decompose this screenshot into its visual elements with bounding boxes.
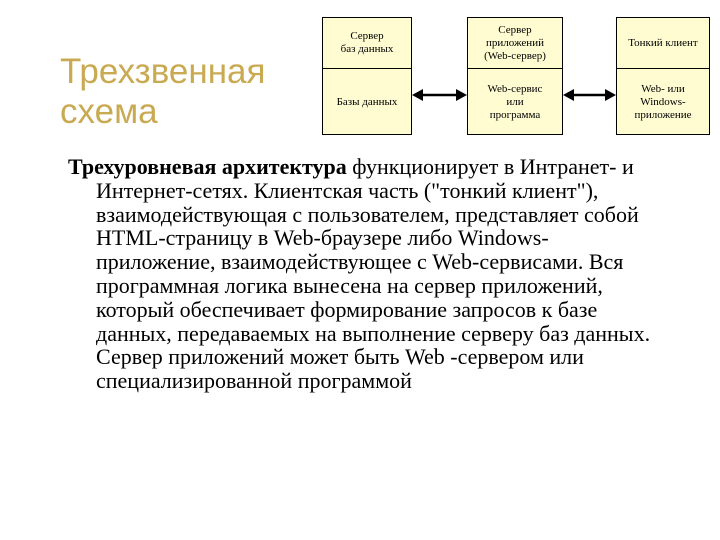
- body-text: функционирует в Интранет- и Интернет-сетях. Клиентская часть ("тонкий клиент"), взаимодействующая с пользователем, представляет собой HTML-страницу в Web-браузере либо Windows-приложение, взаимодействующее с Web-сервисами. Вся программная логика вынесена на сервер приложений, который обеспечивает формирование запросов к базе данных, передаваемых на выполнение серверу баз данных. Сервер приложений может быть Web -сервером или специализированной программой: [96, 154, 651, 394]
- bold-lead: Трехуровневая архитектура: [68, 154, 347, 179]
- web-service-label: Web-сервис или программа: [487, 82, 543, 121]
- thin-client-box: [616, 17, 710, 135]
- title-line-2: схема: [60, 92, 158, 131]
- db-label: Базы данных: [336, 95, 398, 108]
- app-server-label: Сервер приложений (Web-сервер): [484, 23, 546, 62]
- client-app-label: Web- или Windows- приложение: [634, 82, 692, 121]
- thin-client-label: Тонкий клиент: [628, 36, 698, 49]
- double-arrow-icon: [412, 88, 467, 102]
- double-arrow-icon: [563, 88, 616, 102]
- title-line-1: Трехзвенная: [60, 52, 266, 91]
- app-server-box: [467, 17, 563, 135]
- slide-title: [60, 52, 310, 132]
- db-server-box: [322, 17, 412, 135]
- body-paragraph: [68, 155, 668, 393]
- db-server-label: Сервер баз данных: [340, 30, 394, 55]
